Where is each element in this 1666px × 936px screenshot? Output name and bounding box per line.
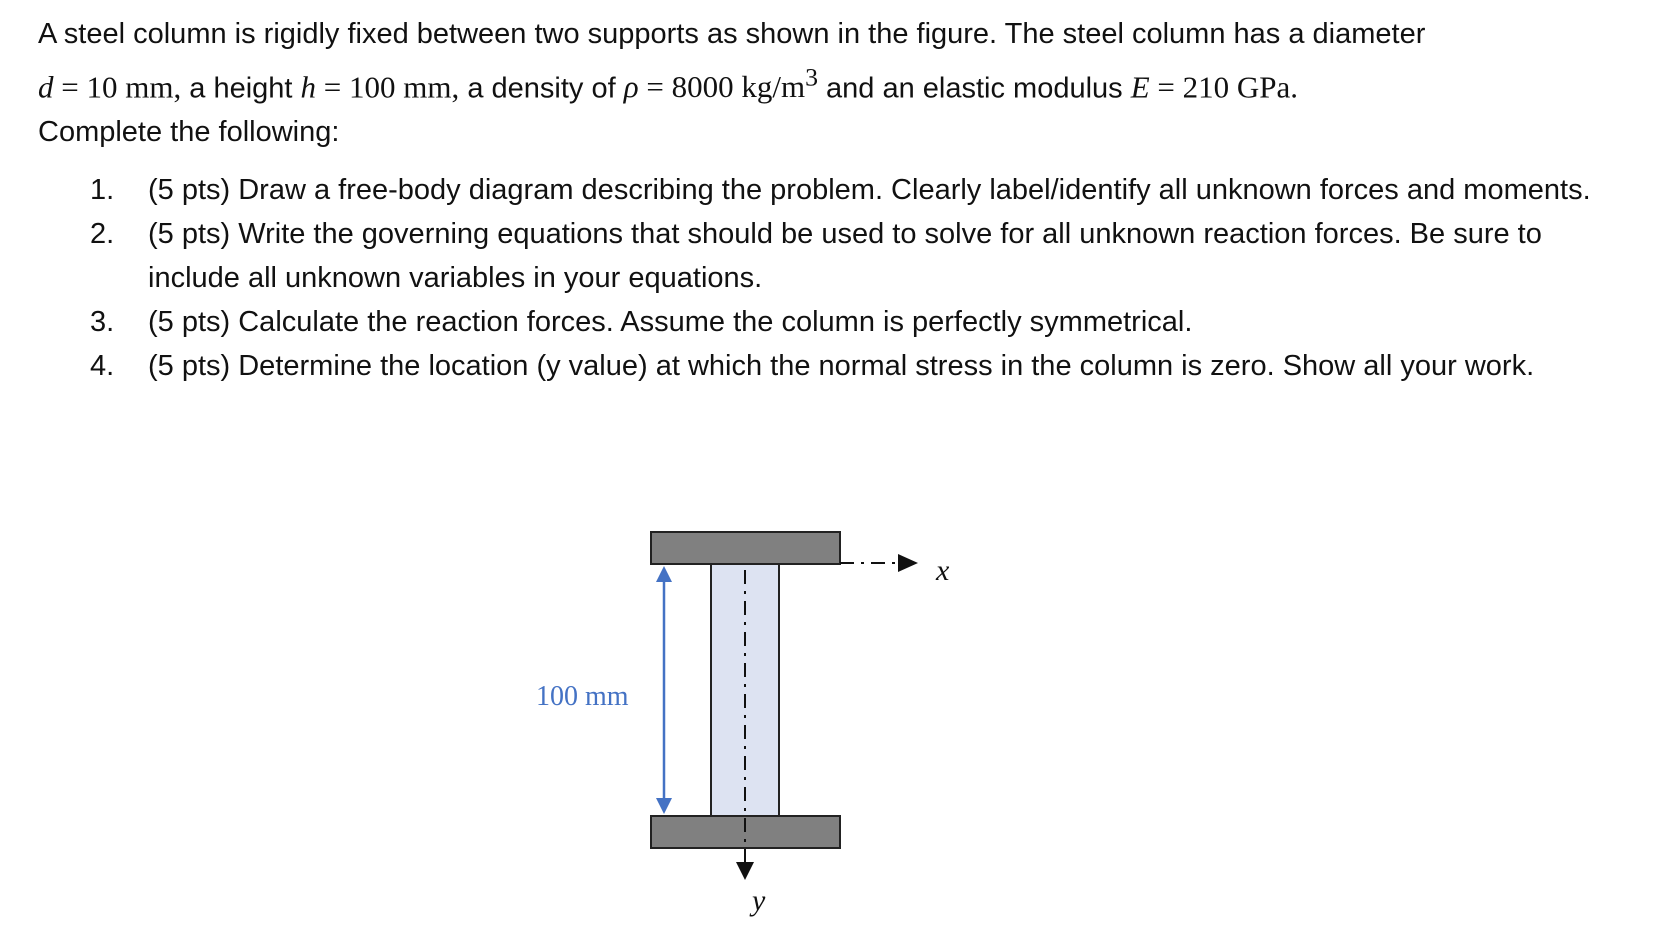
elastic-value: = 210 GPa. <box>1149 69 1299 105</box>
elastic-text: and an elastic modulus <box>817 72 1131 105</box>
bottom-support <box>651 816 840 848</box>
task-number: 1. <box>90 174 115 206</box>
x-axis-label: x <box>936 554 950 587</box>
height-dimension-arrow-down <box>656 798 672 814</box>
x-axis-arrowhead <box>898 554 918 572</box>
density-value: = 8000 kg/m <box>638 69 806 105</box>
elastic-symbol: E <box>1130 69 1150 105</box>
task-text: (5 pts) Write the governing equations that should be used to solve for all unknown reaction forces. Be sure to include all unknown variables in your equations. <box>148 218 1542 294</box>
density-exponent: 3 <box>805 63 818 92</box>
top-support <box>651 532 840 564</box>
density-expression <box>623 63 818 105</box>
problem-statement-line-2 <box>38 56 1638 110</box>
task-text: (5 pts) Draw a free-body diagram describing the problem. Clearly label/identify all unknown forces and moments. <box>148 174 1591 206</box>
height-value: = 100 mm, <box>316 69 460 105</box>
height-dimension-arrow-up <box>656 566 672 582</box>
density-symbol: ρ <box>623 69 639 105</box>
task-item <box>90 212 1610 300</box>
height-dimension-label: 100 mm <box>536 681 629 712</box>
task-number: 4. <box>90 350 115 382</box>
problem-statement-line-3: Complete the following: <box>38 116 340 149</box>
task-number: 2. <box>90 218 115 250</box>
height-symbol: h <box>300 69 317 105</box>
problem-statement-line-1: A steel column is rigidly fixed between two supports as shown in the figure. The steel column has a diameter <box>38 18 1426 50</box>
height-text: a height <box>181 72 301 105</box>
task-item <box>90 300 1610 344</box>
y-axis-arrowhead <box>736 862 754 880</box>
y-axis-label: y <box>752 884 766 917</box>
task-text: (5 pts) Determine the location (y value) at which the normal stress in the column is zero. Show all your work. <box>148 350 1535 382</box>
elastic-expression <box>1131 69 1298 104</box>
task-list <box>90 168 1610 388</box>
diameter-symbol: d <box>38 69 54 105</box>
task-item <box>90 168 1610 212</box>
task-text: (5 pts) Calculate the reaction forces. Assume the column is perfectly symmetrical. <box>148 306 1193 338</box>
problem-statement <box>38 12 1638 154</box>
steel-column <box>711 564 779 816</box>
diameter-expression <box>38 69 181 104</box>
diameter-value: = 10 mm, <box>53 69 182 105</box>
task-item <box>90 344 1610 388</box>
height-expression <box>301 69 460 104</box>
density-text: a density of <box>459 72 624 105</box>
task-number: 3. <box>90 306 115 338</box>
